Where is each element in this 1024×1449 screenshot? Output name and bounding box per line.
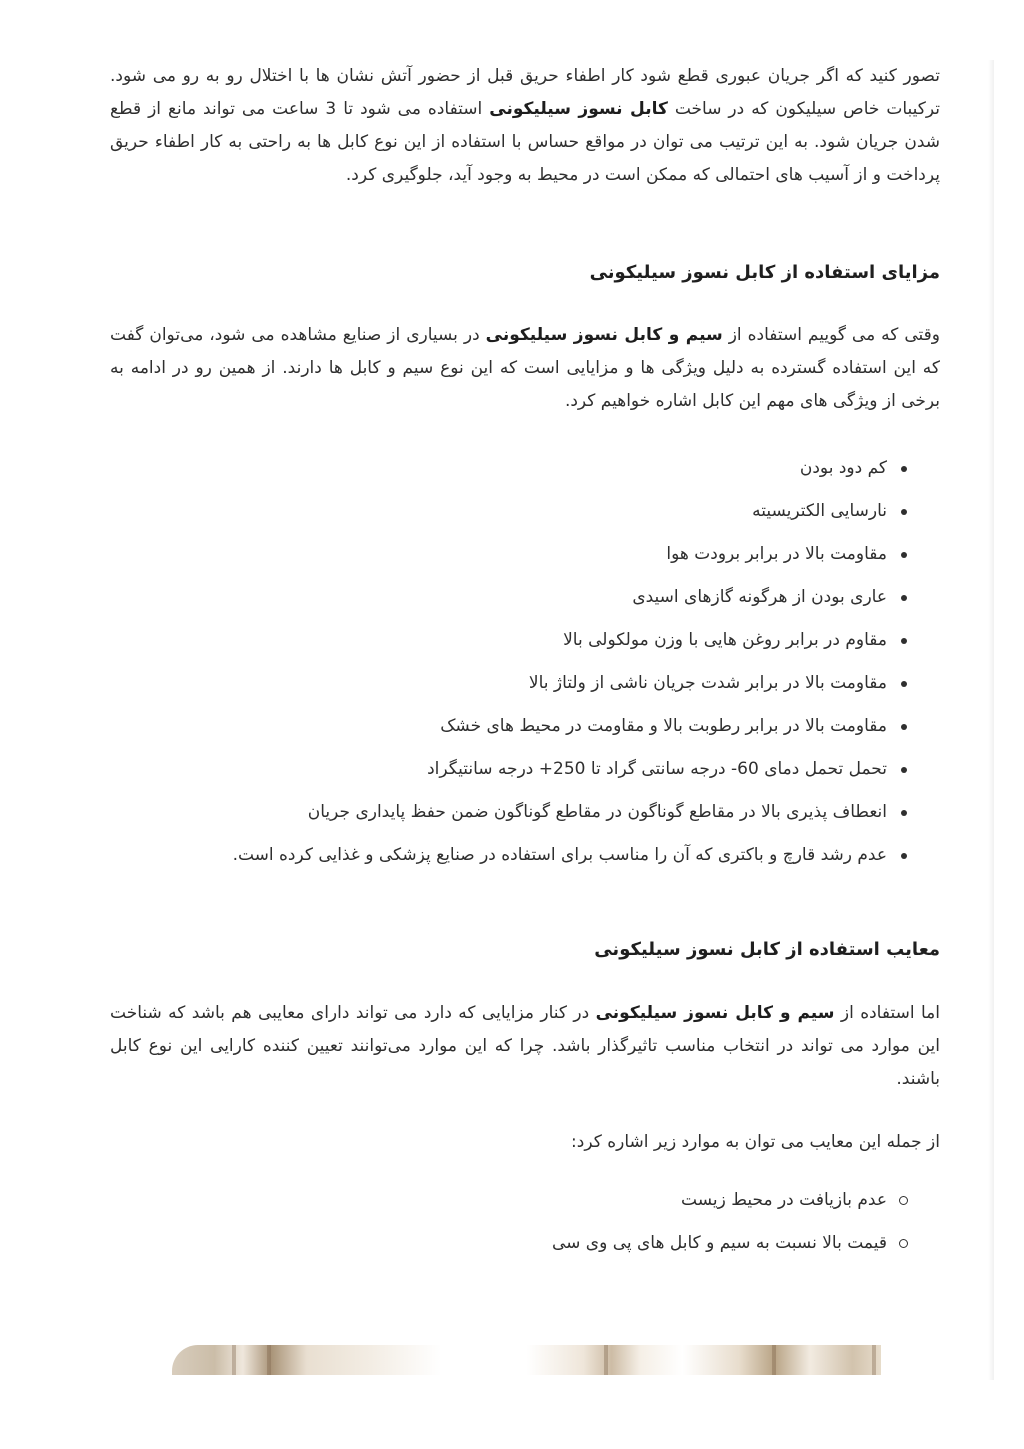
- article-image: [172, 1345, 881, 1375]
- advantages-keyword-link[interactable]: سیم و کابل نسوز سیلیکونی: [485, 325, 723, 345]
- list-item: عدم بازیافت در محیط زیست: [110, 1179, 940, 1222]
- intro-text: تصور کنید که اگر جریان عبوری قطع شود کار اطفاء حریق قبل از حضور آتش نشان ها با اختلال رو به رو می شود. ترکیبات خاص سیلیکون که در ساخت: [110, 66, 940, 119]
- disadvantages-heading: معایب استفاده از کابل نسوز سیلیکونی: [594, 939, 940, 960]
- disadvantages-intro-line: از جمله این معایب می توان به موارد زیر اشاره کرد:: [571, 1132, 940, 1152]
- page-edge-shadow: [988, 60, 994, 1380]
- disadvantages-text: اما استفاده از: [834, 1003, 940, 1023]
- list-item: مقاوم در برابر روغن هایی با وزن مولکولی بالا: [110, 619, 940, 662]
- article-body: [110, 60, 940, 1265]
- list-item: کم دود بودن: [110, 447, 940, 490]
- advantages-heading: مزایای استفاده از کابل نسوز سیلیکونی: [589, 262, 940, 283]
- list-item: تحمل تحمل دمای 60- درجه سانتی گراد تا 250+ درجه سانتیگراد: [110, 748, 940, 791]
- list-item: مقاومت بالا در برابر برودت هوا: [110, 533, 940, 576]
- list-item: مقاومت بالا در برابر شدت جریان ناشی از ولتاژ بالا: [110, 662, 940, 705]
- list-item: قیمت بالا نسبت به سیم و کابل های پی وی سی: [110, 1222, 940, 1265]
- list-item: نارسایی الکتریسیته: [110, 490, 940, 533]
- intro-text-tail: استفاده می شود تا 3 ساعت می تواند مانع از قطع شدن جریان شود. به این ترتیب می توان در مواقع حساس با استفاده از این نوع کابل ها به راحتی به کار اطفاء حریق پرداخت و از آسیب های احتمالی که ممکن است در محیط به وجود آید، جلوگیری کرد.: [110, 99, 940, 185]
- list-item: مقاومت بالا در برابر رطوبت بالا و مقاومت در محیط های خشک: [110, 705, 940, 748]
- disadvantages-paragraph: [110, 997, 940, 1096]
- disadvantages-text-tail: در کنار مزایایی که دارد می تواند دارای معایبی هم باشد که شناخت این موارد می تواند در انتخاب مناسب تاثیرگذار باشد. چرا که این موارد می‌توانند تعیین کننده کارایی این نوع کابل باشند.: [110, 1003, 940, 1089]
- list-item: عاری بودن از هرگونه گازهای اسیدی: [110, 576, 940, 619]
- intro-paragraph: [110, 60, 940, 192]
- advantages-text: وقتی که می گوییم استفاده از: [722, 325, 940, 345]
- advantages-list: [110, 447, 940, 877]
- list-item: انعطاف پذیری بالا در مقاطع گوناگون در مقاطع گوناگون ضمن حفظ پایداری جریان: [110, 791, 940, 834]
- advantages-text-tail: در بسیاری از صنایع مشاهده می شود، می‌توان گفت که این استفاده گسترده به دلیل ویژگی ها و مزایایی است که این نوع سیم و کابل ها دارند. از همین رو در ادامه به برخی از ویژگی های مهم این کابل اشاره خواهیم کرد.: [110, 325, 940, 411]
- advantages-paragraph: [110, 319, 940, 418]
- disadvantages-list: [110, 1179, 940, 1265]
- list-item: عدم رشد قارچ و باکتری که آن را مناسب برای استفاده در صنایع پزشکی و غذایی کرده است.: [110, 834, 940, 877]
- intro-keyword-link[interactable]: کابل نسوز سیلیکونی: [489, 99, 668, 119]
- disadvantages-keyword-link[interactable]: سیم و کابل نسوز سیلیکونی: [595, 1003, 835, 1023]
